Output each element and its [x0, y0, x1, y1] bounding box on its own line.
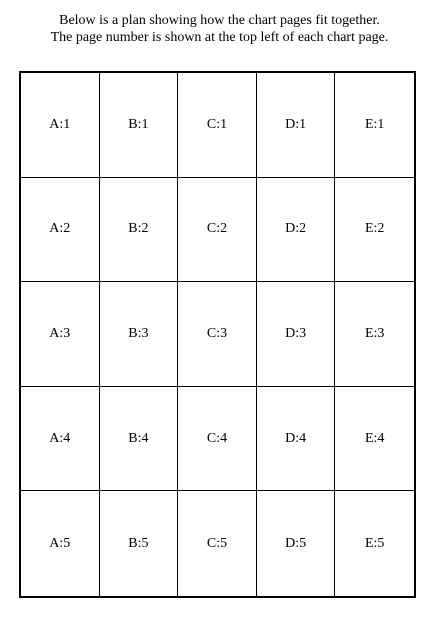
plan-cell-b4: B:4: [100, 387, 179, 492]
plan-cell-e4: E:4: [335, 387, 414, 492]
intro-text: [0, 12, 439, 46]
plan-cell-a3: A:3: [21, 282, 100, 387]
plan-cell-c1: C:1: [178, 73, 257, 178]
intro-line-1: Below is a plan showing how the chart pages fit together.: [59, 13, 380, 28]
plan-cell-a5: A:5: [21, 491, 100, 596]
plan-cell-b3: B:3: [100, 282, 179, 387]
plan-cell-d5: D:5: [257, 491, 336, 596]
plan-cell-b1: B:1: [100, 73, 179, 178]
plan-cell-c4: C:4: [178, 387, 257, 492]
plan-cell-d4: D:4: [257, 387, 336, 492]
plan-cell-a4: A:4: [21, 387, 100, 492]
plan-cell-c2: C:2: [178, 178, 257, 283]
plan-cell-e5: E:5: [364, 535, 385, 551]
plan-cell-e1: E:1: [335, 73, 414, 178]
plan-cell-b2: B:2: [100, 178, 179, 283]
plan-cell-d2: D:2: [257, 178, 336, 283]
plan-cell-c5: C:5: [178, 491, 257, 596]
plan-cell-b5: B:5: [100, 491, 179, 596]
plan-cell-d3: D:3: [257, 282, 336, 387]
plan-cell-a2: A:2: [21, 178, 100, 283]
intro-line-2: The page number is shown at the top left of each chart page.: [50, 30, 389, 45]
plan-cell-a1: A:1: [21, 73, 100, 178]
plan-cell-c3: C:3: [178, 282, 257, 387]
plan-cell-e3: E:3: [335, 282, 414, 387]
chart-page-plan-grid: [19, 71, 416, 598]
plan-cell-e2: E:2: [335, 178, 414, 283]
plan-cell-d1: D:1: [257, 73, 336, 178]
